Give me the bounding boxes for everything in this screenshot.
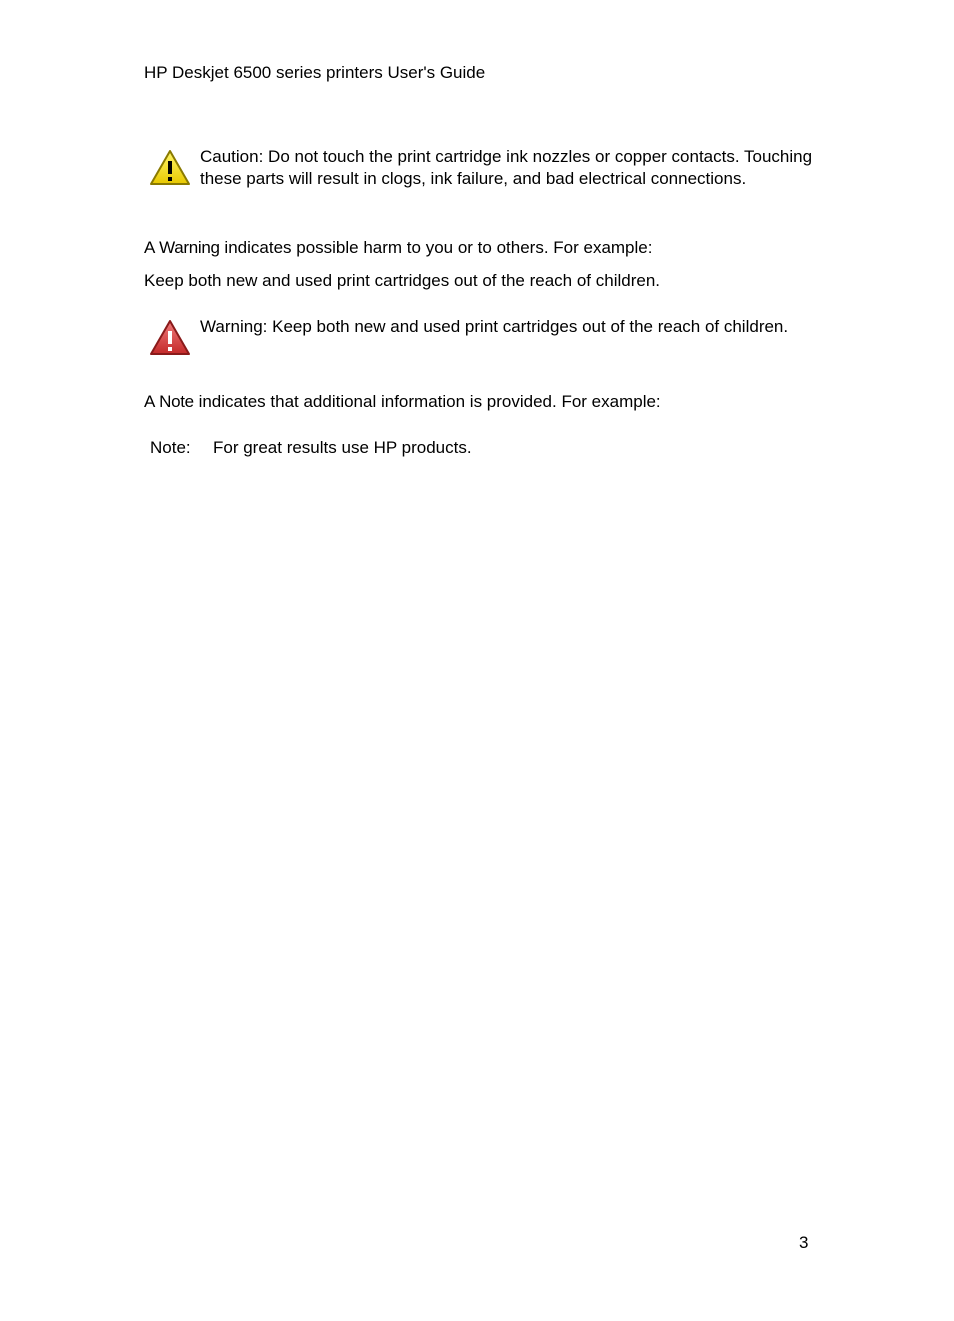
note-term: Note <box>159 392 194 411</box>
caution-text: Caution: Do not touch the print cartridge ink nozzles or copper contacts. Touching these parts will result in clogs, ink failure, and bad electrical connections. <box>200 147 813 188</box>
warning-term: Warning <box>159 238 220 257</box>
page-number: 3 <box>799 1233 809 1252</box>
note-intro-prefix: A <box>144 392 160 411</box>
warning-intro-suffix: indicates possible harm to you or to others. For example: <box>219 238 653 257</box>
note-label: Note: <box>150 438 191 457</box>
warning-intro-paragraph <box>144 237 652 259</box>
note-intro-paragraph <box>144 391 661 413</box>
warning-triangle-icon <box>148 318 192 358</box>
warning-example-paragraph: Keep both new and used print cartridges out of the reach of children. <box>144 271 660 290</box>
note-intro-suffix: indicates that additional information is provided. For example: <box>193 392 661 411</box>
warning-intro-prefix: A <box>144 238 160 257</box>
page-header-title: HP Deskjet 6500 series printers User's Guide <box>144 63 486 82</box>
warning-text: Warning: Keep both new and used print cartridges out of the reach of children. <box>200 317 789 336</box>
note-text: For great results use HP products. <box>213 438 472 457</box>
caution-triangle-icon <box>148 148 192 188</box>
